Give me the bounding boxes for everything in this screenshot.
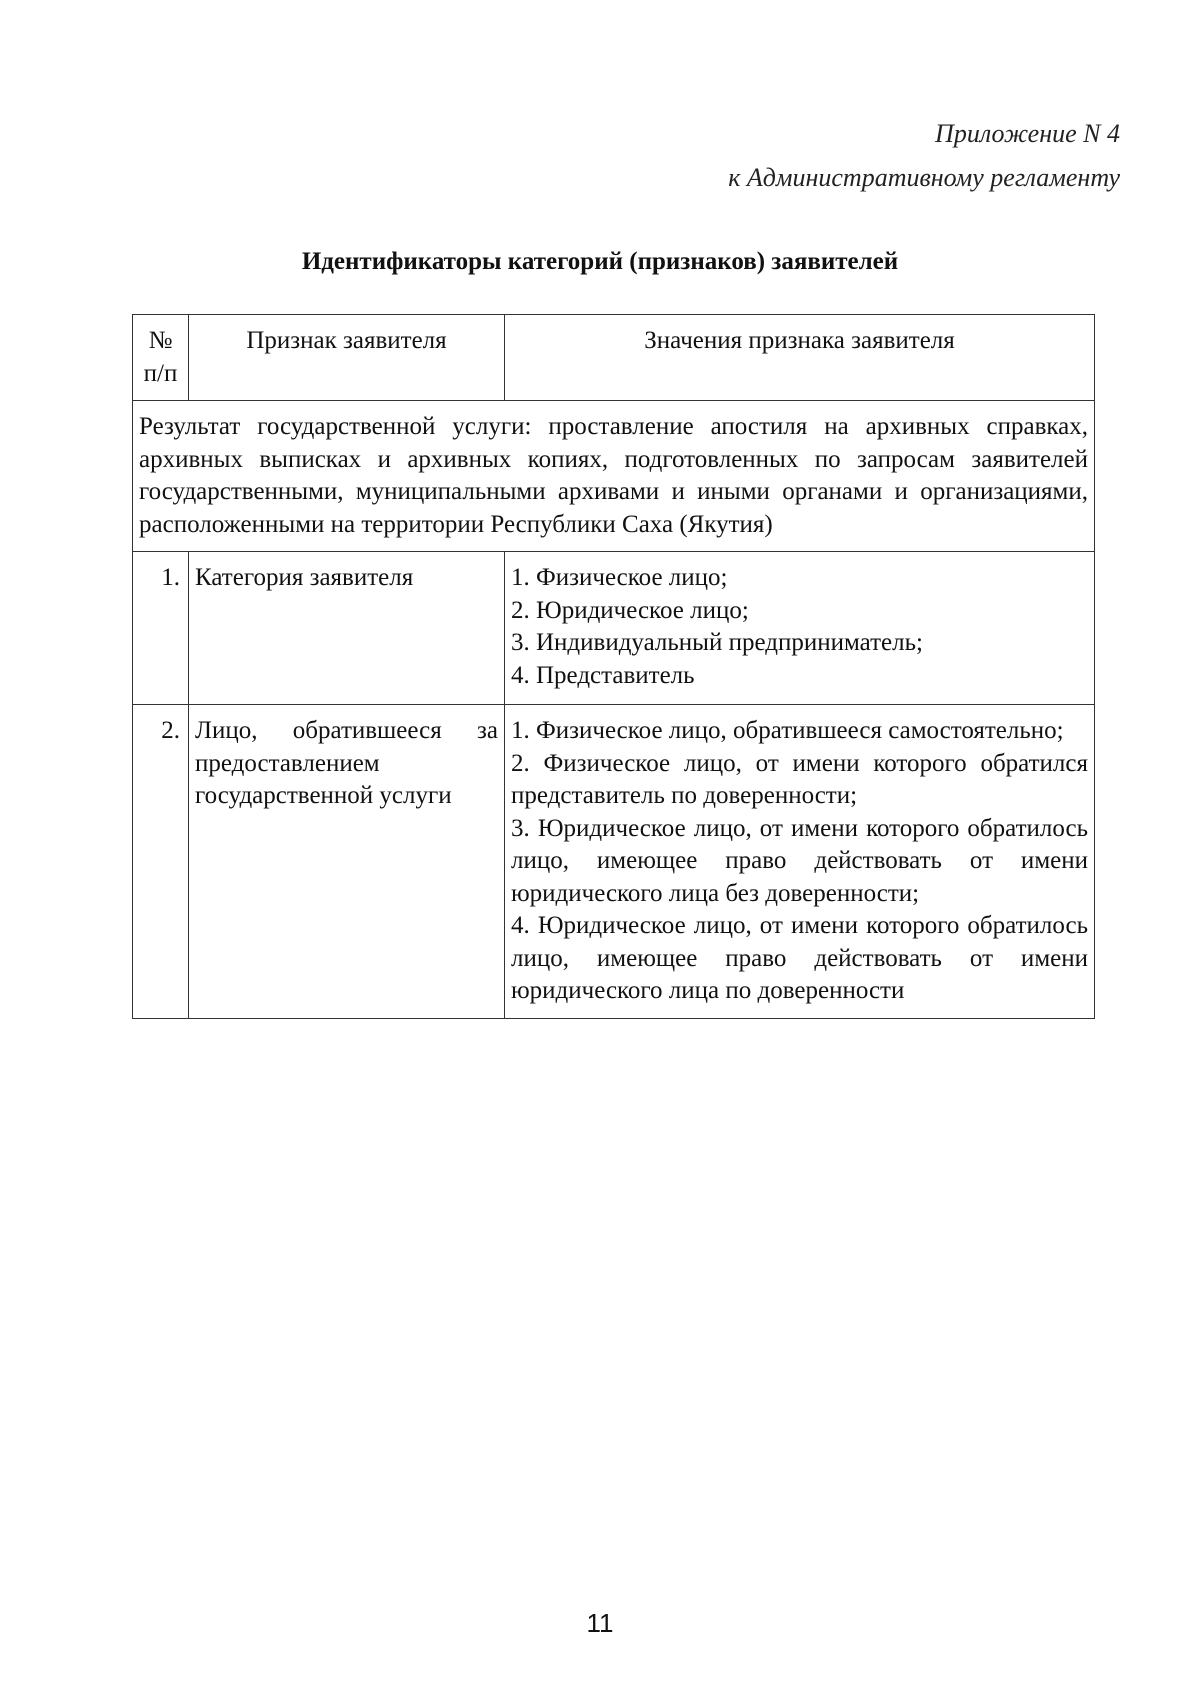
result-row bbox=[133, 401, 1095, 552]
row-number: 1. bbox=[133, 552, 189, 705]
row-attribute: Лицо, обратившееся за предоставлением государственной услуги bbox=[189, 705, 505, 1019]
table-row bbox=[133, 705, 1095, 1019]
service-result-text: Результат государственной услуги: проставление апостиля на архивных справках, архивных выписках и архивных копиях, подготовленных по запросам заявителей государственными, муниципальными архивами и иными органами и организациями, расположенными на территории Республики Саха (Якутия) bbox=[133, 401, 1095, 552]
value-item: 1. Физическое лицо, обратившееся самостоятельно; bbox=[511, 717, 1064, 744]
applicant-identifiers-table bbox=[132, 314, 1095, 1019]
page-number: 11 bbox=[586, 1608, 614, 1638]
value-item: 4. Юридическое лицо, от имени которого обратилось лицо, имеющее право действовать от имени юридического лица по доверенности bbox=[511, 912, 1088, 1004]
column-header-values: Значения признака заявителя bbox=[505, 315, 1095, 401]
column-header-attribute: Признак заявителя bbox=[189, 315, 505, 401]
document-title: Идентификаторы категорий (признаков) заявителей bbox=[301, 248, 899, 275]
column-header-number bbox=[133, 315, 189, 401]
column-header-number-symbol: № bbox=[148, 327, 173, 354]
value-item: 2. Юридическое лицо; bbox=[511, 596, 749, 624]
appendix-reference bbox=[728, 112, 1120, 200]
column-header-number-abbr: п/п bbox=[143, 359, 178, 387]
row-values bbox=[505, 552, 1095, 705]
appendix-regulation: к Административному регламенту bbox=[728, 163, 1120, 192]
value-item: 3. Индивидуальный предприниматель; bbox=[511, 629, 923, 656]
appendix-number: Приложение N 4 bbox=[935, 119, 1120, 148]
value-item: 3. Юридическое лицо, от имени которого обратилось лицо, имеющее право действовать от имени юридического лица без доверенности; bbox=[511, 814, 1088, 907]
row-number: 2. bbox=[133, 705, 189, 1019]
table-row bbox=[133, 552, 1095, 705]
value-item: 2. Физическое лицо, от имени которого обратился представитель по доверенности; bbox=[511, 749, 1088, 809]
value-item: 4. Представитель bbox=[511, 661, 695, 689]
row-attribute: Категория заявителя bbox=[189, 552, 505, 705]
row-values bbox=[505, 705, 1095, 1019]
table-header-row bbox=[133, 315, 1095, 401]
value-item: 1. Физическое лицо; bbox=[511, 564, 728, 591]
